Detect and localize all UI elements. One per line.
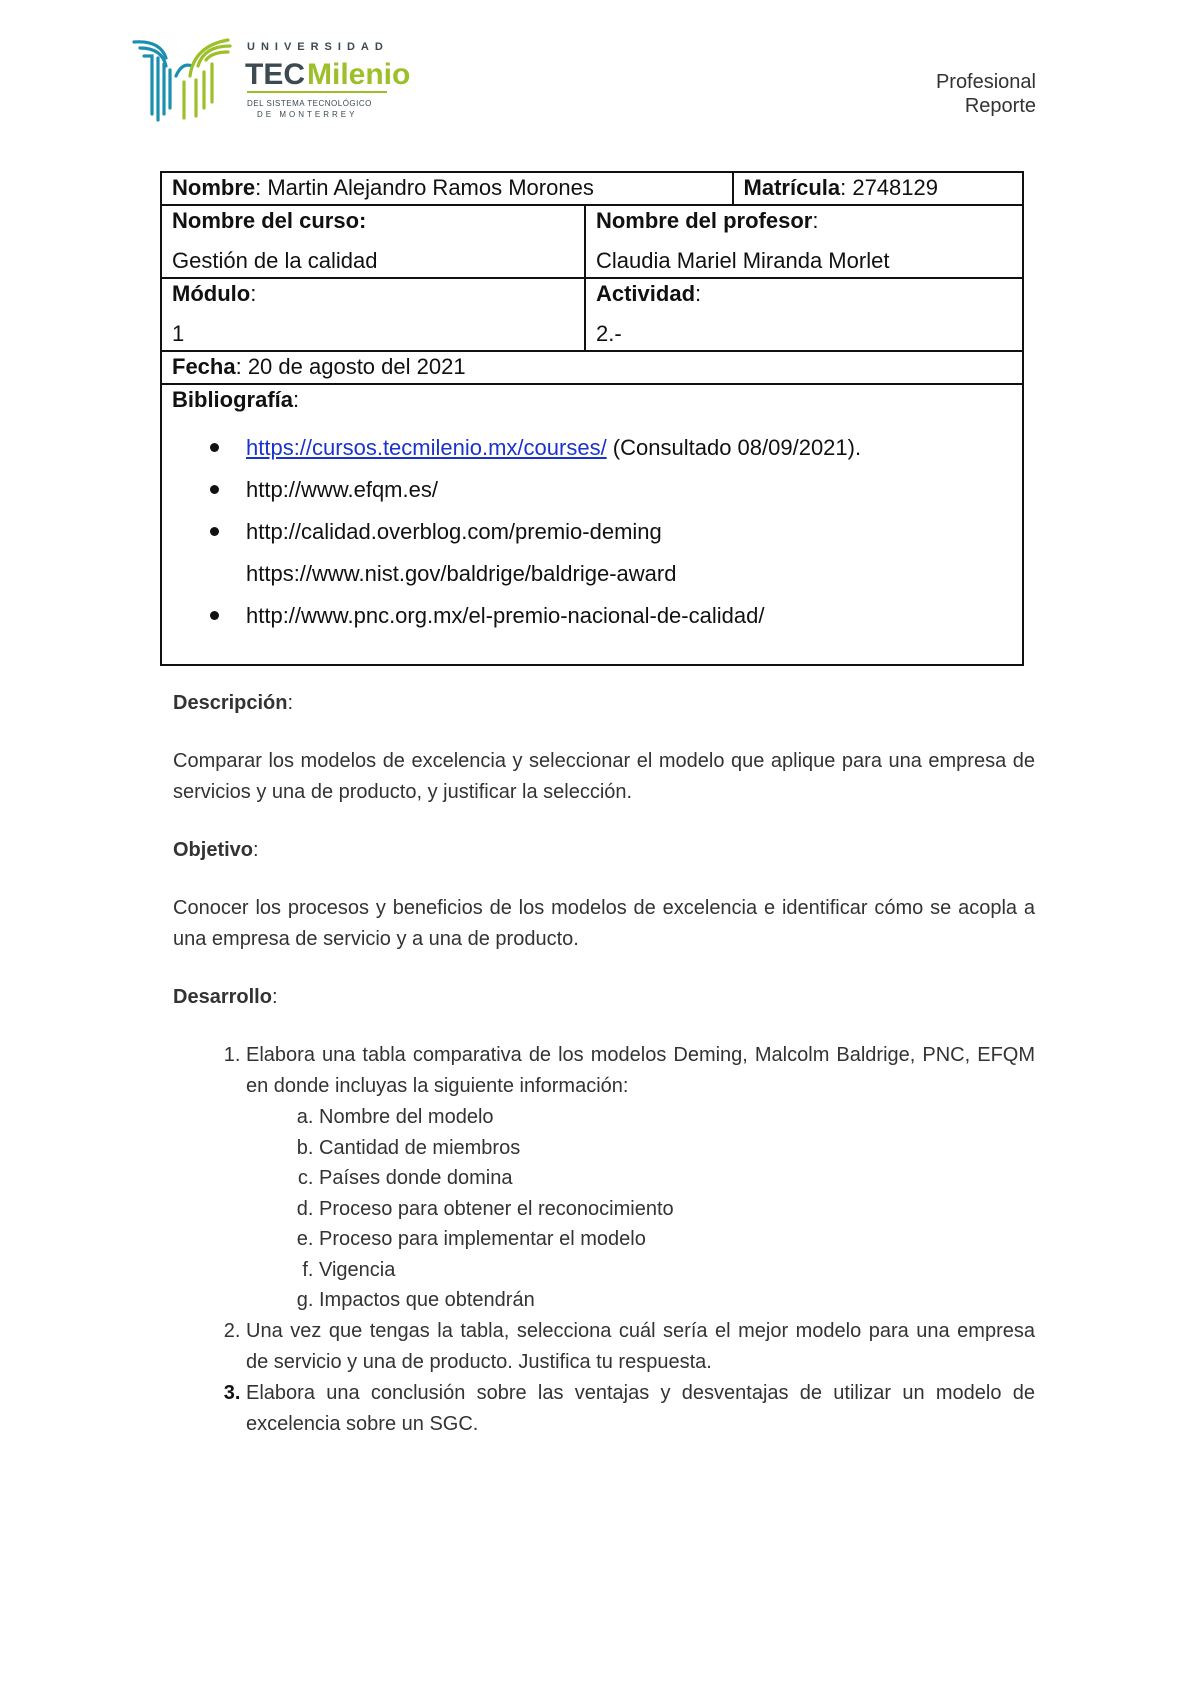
list-item bbox=[206, 469, 1012, 511]
bibliography-text: http://www.efqm.es/ bbox=[246, 477, 438, 502]
subtask-item: f. Vigencia bbox=[319, 1255, 1035, 1286]
actividad-colon: : bbox=[695, 281, 702, 306]
svg-text:UNIVERSIDAD: UNIVERSIDAD bbox=[247, 41, 389, 53]
svg-text:DEL SISTEMA TECNOLÓGICO: DEL SISTEMA TECNOLÓGICO bbox=[247, 99, 372, 108]
report-type-line2: Reporte bbox=[964, 95, 1036, 117]
report-type-line1: Profesional bbox=[935, 71, 1036, 93]
row-curso bbox=[161, 205, 1023, 278]
subtask-list bbox=[246, 1102, 1035, 1316]
tecmilenio-logo-mark bbox=[132, 36, 422, 132]
bullet-icon bbox=[210, 485, 219, 494]
section-colon: : bbox=[253, 839, 259, 861]
list-item bbox=[206, 427, 1012, 469]
curso-value: Gestión de la calidad bbox=[172, 248, 378, 273]
subtask-item: d. Proceso para obtener el reconocimiento bbox=[319, 1194, 1035, 1225]
row-modulo bbox=[161, 278, 1023, 351]
task-item bbox=[246, 1378, 1035, 1440]
profesor-colon: : bbox=[812, 208, 819, 233]
bibliography-note: (Consultado 08/09/2021). bbox=[606, 435, 862, 460]
section-title: Objetivo bbox=[173, 839, 254, 861]
svg-text:TEC: TEC bbox=[245, 58, 305, 91]
descripcion-heading bbox=[173, 688, 1035, 719]
row-fecha bbox=[161, 351, 1023, 384]
info-table bbox=[160, 171, 1024, 666]
cell-matricula bbox=[733, 172, 1023, 205]
descripcion-text: Comparar los modelos de excelencia y seleccionar el modelo que aplique para una empresa de servicios y una de producto, y justificar la selección. bbox=[173, 750, 1035, 803]
fecha-label: Fecha bbox=[172, 354, 236, 379]
nombre-label: Nombre bbox=[172, 175, 256, 200]
matricula-label: Matrícula bbox=[743, 175, 841, 200]
subtask-item: b. Cantidad de miembros bbox=[319, 1133, 1035, 1164]
bullet-icon bbox=[210, 527, 219, 536]
cell-modulo bbox=[161, 278, 585, 351]
cell-profesor bbox=[585, 205, 1023, 278]
modulo-colon: : bbox=[250, 281, 257, 306]
svg-text:DE MONTERREY: DE MONTERREY bbox=[257, 110, 358, 119]
bibliografia-label: Bibliografía bbox=[172, 387, 294, 412]
section-colon: : bbox=[271, 986, 278, 1008]
task-list bbox=[173, 1040, 1035, 1440]
matricula-value: : 2748129 bbox=[840, 175, 938, 200]
section-title: Desarrollo bbox=[173, 986, 272, 1008]
row-nombre bbox=[161, 172, 1023, 205]
curso-label: Nombre del curso: bbox=[172, 208, 367, 233]
actividad-value: 2.- bbox=[595, 321, 622, 346]
objetivo-text: Conocer los procesos y beneficios de los modelos de excelencia e identificar cómo se acopla a una empresa de servicio y a una de producto. bbox=[173, 897, 1035, 950]
bibliography-text: http://www.pnc.org.mx/el-premio-nacional-de-calidad/ bbox=[246, 603, 765, 628]
svg-text:Milenio: Milenio bbox=[307, 58, 411, 91]
task-text: Elabora una conclusión sobre las ventajas y desventajas de utilizar un modelo de excelencia sobre un SGC. bbox=[246, 1381, 1035, 1435]
modulo-value: 1 bbox=[172, 321, 185, 346]
list-item bbox=[206, 511, 1012, 553]
profesor-value: Claudia Mariel Miranda Morlet bbox=[595, 248, 890, 273]
cell-fecha bbox=[161, 351, 1023, 384]
actividad-label: Actividad bbox=[595, 281, 696, 306]
report-body bbox=[173, 688, 1035, 1440]
fecha-value: : 20 de agosto del 2021 bbox=[235, 354, 466, 379]
list-item bbox=[206, 595, 1012, 637]
list-item bbox=[206, 553, 1012, 595]
section-title: Descripción bbox=[173, 692, 288, 714]
subtask-item: c. Países donde domina bbox=[319, 1163, 1035, 1194]
task-item bbox=[246, 1040, 1035, 1316]
cell-nombre bbox=[161, 172, 733, 205]
modulo-label: Módulo bbox=[172, 281, 251, 306]
subtask-item: e. Proceso para implementar el modelo bbox=[319, 1224, 1035, 1255]
row-bibliografia bbox=[161, 384, 1023, 665]
nombre-value: : Martin Alejandro Ramos Morones bbox=[255, 175, 594, 200]
bibliography-list bbox=[172, 427, 1012, 637]
subtask-item: a. Nombre del modelo bbox=[319, 1102, 1035, 1133]
bullet-icon bbox=[210, 611, 219, 620]
bibliography-link[interactable]: https://cursos.tecmilenio.mx/courses/ bbox=[246, 435, 607, 460]
bibliografia-colon: : bbox=[293, 387, 300, 412]
profesor-label: Nombre del profesor bbox=[595, 208, 813, 233]
report-type bbox=[936, 70, 1036, 118]
task-text: Elabora una tabla comparativa de los modelos Deming, Malcolm Baldrige, PNC, EFQM en donde incluyas la siguiente información: bbox=[246, 1044, 1035, 1097]
cell-actividad bbox=[585, 278, 1023, 351]
cell-curso bbox=[161, 205, 585, 278]
bibliography-text: https://www.nist.gov/baldrige/baldrige-award bbox=[246, 561, 677, 586]
objetivo-heading bbox=[173, 835, 1035, 866]
subtask-item: g. Impactos que obtendrán bbox=[319, 1285, 1035, 1316]
desarrollo-heading bbox=[173, 982, 1035, 1013]
section-colon: : bbox=[287, 692, 294, 714]
task-text: Una vez que tengas la tabla, selecciona cuál sería el mejor modelo para una empresa de servicio y una de producto. Justifica tu respuesta. bbox=[246, 1319, 1035, 1373]
tecmilenio-logo bbox=[132, 36, 422, 132]
bullet-icon bbox=[210, 443, 219, 452]
task-item bbox=[246, 1316, 1035, 1378]
bibliography-text: http://calidad.overblog.com/premio-deming bbox=[246, 519, 662, 544]
cell-bibliografia bbox=[161, 384, 1023, 665]
